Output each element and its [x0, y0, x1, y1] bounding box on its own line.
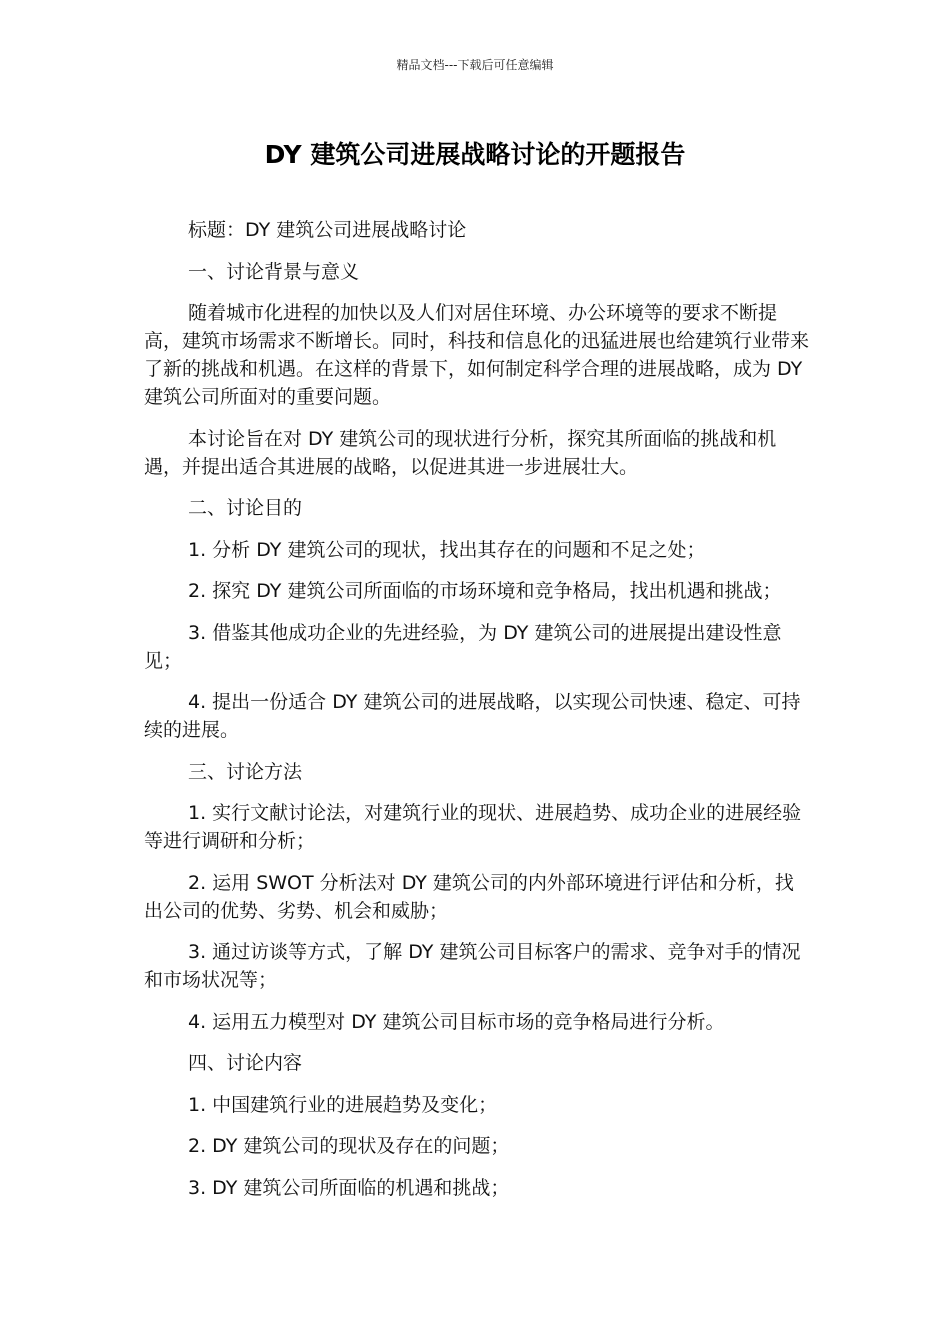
list-item: 4. 运用五力模型对 DY 建筑公司目标市场的竞争格局进行分析。 — [188, 1010, 725, 1033]
list-item: 3. 通过访谈等方式，了解 DY 建筑公司目标客户的需求、竞争对手的情况和市场状况等； — [144, 941, 801, 991]
document-title: DY 建筑公司进展战略讨论的开题报告 — [264, 140, 686, 169]
list-item: 1. 实行文献讨论法，对建筑行业的现状、进展趋势、成功企业的进展经验等进行调研和分析； — [144, 802, 802, 852]
paragraph: 随着城市化进程的加快以及人们对居住环境、办公环境等的要求不断提高，建筑市场需求不断增长。同时，科技和信息化的迅猛进展也给建筑行业带来了新的挑战和机遇。在这样的背景下，如何制定科学合理的进展战略，成为 DY 建筑公司所面对的重要问题。 — [144, 302, 810, 408]
list-item: 2. DY 建筑公司的现状及存在的问题； — [188, 1135, 510, 1157]
list-item: 4. 提出一份适合 DY 建筑公司的进展战略，以实现公司快速、稳定、可持续的进展。 — [144, 691, 801, 741]
list-item: 2. 运用 SWOT 分析法对 DY 建筑公司的内外部环境进行评估和分析，找出公司的优势、劣势、机会和威胁； — [144, 871, 794, 922]
document-body — [144, 216, 810, 1215]
section-heading-purpose: 二、讨论目的 — [188, 497, 303, 519]
list-item: 1. 分析 DY 建筑公司的现状，找出其存在的问题和不足之处； — [188, 538, 706, 561]
list-item: 1. 中国建筑行业的进展趋势及变化； — [188, 1093, 498, 1116]
list-item: 3. DY 建筑公司所面临的机遇和挑战； — [188, 1176, 510, 1199]
paragraph: 本讨论旨在对 DY 建筑公司的现状进行分析，探究其所面临的挑战和机遇，并提出适合其进展的战略，以促进其进一步进展壮大。 — [144, 427, 777, 478]
section-heading-content: 四、讨论内容 — [188, 1052, 303, 1074]
header-note: 精品文档---下载后可任意编辑 — [396, 58, 554, 72]
list-item: 2. 探究 DY 建筑公司所面临的市场环境和竞争格局，找出机遇和挑战； — [188, 580, 782, 602]
list-item: 3. 借鉴其他成功企业的先进经验，为 DY 建筑公司的进展提出建设性意见； — [144, 621, 782, 672]
section-heading-background: 一、讨论背景与意义 — [188, 260, 360, 283]
section-heading-method: 三、讨论方法 — [188, 760, 303, 783]
subject-line: 标题：DY 建筑公司进展战略讨论 — [188, 219, 467, 241]
